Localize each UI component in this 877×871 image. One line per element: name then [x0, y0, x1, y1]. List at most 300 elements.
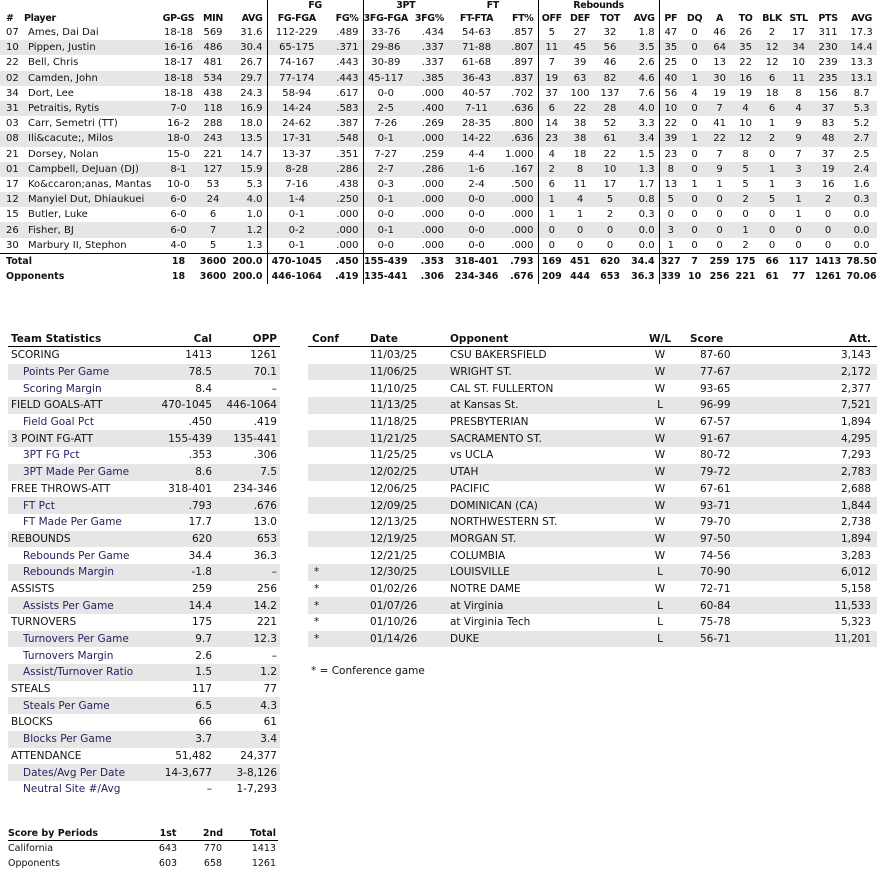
opponent: NOTRE DAME — [450, 582, 521, 595]
stat-cell: 9 — [795, 118, 802, 130]
stat-cell: 2-5 — [363, 101, 408, 116]
score: 77-67 — [690, 364, 770, 381]
team-stat-row — [8, 447, 280, 464]
stat-cell: .443 — [336, 57, 359, 69]
stat-cell: 1 — [682, 131, 707, 146]
win-loss: W — [630, 531, 690, 548]
stat-cell: 1.7 — [638, 178, 655, 190]
score: 87-60 — [700, 349, 731, 362]
team-stat-row — [8, 380, 280, 397]
attendance: 2,172 — [770, 364, 877, 381]
team-stat-row — [8, 781, 280, 798]
stat-cell: 118 — [198, 101, 228, 116]
stat-cell: 653 — [600, 271, 620, 283]
stat-cell: 0 — [742, 209, 749, 221]
player-name: Camden, John — [24, 71, 159, 86]
stat-cell: 23 — [659, 147, 682, 162]
player-name: Ko&ccaron;anas, Mantas — [28, 178, 152, 190]
stat-cell: 24-62 — [267, 116, 326, 131]
stat-cell: 18-0 — [159, 131, 198, 146]
stat-cell: 25 — [659, 55, 682, 70]
stat-cell: 0 — [682, 222, 707, 237]
stat-cell: 0 — [716, 209, 723, 221]
stat-cell: 03 — [6, 118, 19, 130]
stat-cell: .000 — [408, 192, 448, 207]
column-header: FT-FTA — [459, 12, 494, 24]
stat-cell: 0 — [538, 238, 565, 254]
stat-cell: 19 — [538, 71, 565, 86]
player-name: Marbury II, Stephon — [28, 239, 127, 251]
periods-header: Score by Periods — [8, 826, 143, 841]
game-date: 12/06/25 — [370, 482, 418, 495]
stat-cell: 288 — [203, 118, 223, 130]
game-row — [308, 581, 877, 598]
conf-marker — [308, 531, 370, 548]
stat-cell: 77-174 — [267, 71, 326, 86]
stat-cell: .489 — [336, 27, 359, 39]
opponent: CAL ST. FULLERTON — [450, 382, 554, 395]
stat-cell: 1 — [768, 178, 776, 190]
periods-row — [8, 841, 278, 857]
stat-cell: 47 — [659, 25, 682, 40]
stat-cell: 63 — [565, 71, 595, 86]
win-loss: L — [630, 631, 690, 648]
stat-cell: 200.0 — [228, 253, 267, 269]
stat-label: 3PT FG Pct — [23, 449, 80, 462]
opp-value: – — [271, 649, 277, 662]
team-name: California — [8, 843, 54, 854]
stat-cell: 12 — [765, 57, 779, 69]
stat-cell: .400 — [408, 101, 448, 116]
cal-value: .793 — [144, 497, 212, 514]
column-header: Player — [24, 12, 56, 24]
game-row — [308, 380, 877, 397]
stat-cell: 18-17 — [163, 57, 194, 69]
player-name: Manyiel Dut, Dhiaukuei — [24, 192, 159, 207]
column-header: DEF — [570, 12, 591, 24]
stat-cell: 13.3 — [850, 57, 873, 69]
stat-cell: 22 — [6, 57, 19, 69]
stat-cell: 5.3 — [246, 178, 263, 190]
win-loss: W — [654, 516, 666, 529]
stat-cell: 2 — [606, 209, 614, 221]
stat-cell: .000 — [505, 192, 538, 207]
stat-cell: .617 — [336, 87, 359, 99]
period-score: 643 — [158, 843, 178, 854]
stat-cell: 46 — [713, 27, 726, 39]
attendance: 11,533 — [770, 597, 877, 614]
stat-label: FT Pct — [8, 497, 144, 514]
schedule-header-opponent: Opponent — [450, 331, 630, 347]
stat-cell: 4 — [565, 192, 595, 207]
period-score: 770 — [203, 843, 223, 854]
stat-cell: 4 — [691, 87, 698, 99]
stat-label: ASSISTS — [11, 582, 55, 595]
attendance: 2,783 — [770, 464, 877, 481]
stat-cell: 12 — [0, 192, 24, 207]
stat-cell: .500 — [511, 178, 534, 190]
stat-cell: 7 — [538, 55, 565, 70]
stat-cell: 17 — [6, 178, 19, 190]
stat-cell: 0 — [768, 239, 776, 251]
stat-cell: 41 — [713, 118, 726, 130]
stat-cell: 5 — [595, 192, 625, 207]
stat-cell: 1.0 — [246, 209, 263, 221]
stat-cell: 10-0 — [167, 178, 190, 190]
win-loss: W — [630, 364, 690, 381]
stat-cell: 66 — [759, 253, 785, 269]
stat-cell: .419 — [335, 271, 359, 283]
stat-cell: .837 — [505, 71, 538, 86]
column-header: 3FG-FGA — [363, 12, 408, 24]
stat-cell: 8.7 — [853, 87, 870, 99]
stat-cell: 0-1 — [363, 131, 408, 146]
stat-cell: .167 — [505, 162, 538, 177]
stat-cell: .269 — [421, 118, 445, 130]
column-header-row — [0, 11, 877, 25]
player-row — [0, 86, 877, 101]
team-stat-row — [8, 614, 280, 631]
stat-cell: 74-167 — [267, 55, 326, 70]
game-row — [308, 397, 877, 414]
attendance: 1,844 — [770, 497, 877, 514]
score: 70-90 — [690, 564, 770, 581]
cal-value: 14.4 — [144, 597, 212, 614]
conf-marker: * — [314, 616, 320, 629]
stat-label: Turnovers Per Game — [8, 631, 144, 648]
stat-cell: 5 — [742, 178, 749, 190]
game-date: 12/13/25 — [370, 516, 418, 529]
win-loss: W — [630, 430, 690, 447]
stat-cell: .000 — [326, 222, 363, 237]
stat-cell: 0.0 — [844, 222, 877, 237]
stat-cell: 0-1 — [267, 238, 326, 254]
player-row — [0, 177, 877, 192]
stat-cell: 35 — [659, 40, 682, 55]
opponent: PACIFIC — [450, 482, 490, 495]
stat-cell: 7.6 — [638, 87, 655, 99]
stat-cell: 26.7 — [240, 57, 263, 69]
stat-cell: 0 — [691, 27, 698, 39]
conference-footnote: * = Conference game — [311, 665, 425, 677]
stat-cell: 82 — [595, 71, 625, 86]
stat-cell: 169 — [538, 253, 565, 269]
stat-cell: .857 — [511, 27, 534, 39]
stat-cell: 0-1 — [267, 207, 326, 222]
stat-cell: 83 — [821, 118, 835, 130]
opp-value: 12.3 — [212, 631, 280, 648]
stat-label: Neutral Site #/Avg — [23, 783, 121, 796]
stat-label: Field Goal Pct — [23, 416, 95, 429]
column-header: FG-FGA — [267, 11, 326, 25]
game-date: 12/30/25 — [370, 564, 450, 581]
stat-label: Blocks Per Game — [8, 731, 144, 748]
stat-cell: .351 — [336, 148, 359, 160]
column-header: PTS — [818, 12, 838, 24]
stat-cell: 17 — [792, 27, 805, 39]
stat-cell: 28 — [595, 101, 625, 116]
stat-cell: 33-76 — [363, 25, 408, 40]
cal-value: 8.4 — [195, 382, 212, 395]
player-name: Campbell, DeJuan (DJ) — [24, 162, 159, 177]
team-stat-row — [8, 364, 280, 381]
period-score: 658 — [203, 858, 223, 869]
stat-cell: 112-229 — [267, 25, 326, 40]
stat-cell: 127 — [198, 162, 228, 177]
stat-cell: 0-0 — [363, 238, 408, 254]
stat-cell: 13.1 — [844, 71, 877, 86]
player-name: Fisher, BJ — [24, 222, 159, 237]
stat-cell: .000 — [505, 222, 538, 237]
opponent: DOMINICAN (CA) — [450, 497, 630, 514]
stat-cell: 0 — [768, 209, 776, 221]
opponent: MORGAN ST. — [450, 531, 630, 548]
game-row — [308, 464, 877, 481]
attendance: 1,894 — [770, 531, 877, 548]
group-header-fg: FG — [267, 0, 363, 11]
stat-cell: 0.0 — [853, 209, 870, 221]
game-date: 01/07/26 — [370, 597, 450, 614]
team-stats-header-label: Team Statistics — [8, 331, 144, 347]
stat-cell: 3.5 — [625, 40, 659, 55]
periods-header: 2nd — [193, 826, 233, 841]
stat-cell: 2 — [759, 131, 785, 146]
opp-value: 7.5 — [212, 464, 280, 481]
stat-cell: 17 — [603, 178, 617, 190]
player-name: Butler, Luke — [28, 209, 88, 221]
stat-cell: 4-0 — [170, 239, 187, 251]
stat-cell: 28-35 — [462, 118, 492, 130]
cal-value: 51,482 — [175, 749, 212, 762]
cal-value: 117 — [191, 683, 212, 696]
stat-label: Dates/Avg Per Date — [8, 764, 144, 781]
stat-cell: 1 — [691, 178, 698, 190]
stat-cell: 19 — [812, 162, 844, 177]
stat-cell: 34 — [6, 87, 19, 99]
stat-cell: 1 — [659, 238, 682, 254]
stat-cell: 1.000 — [505, 148, 534, 160]
stat-cell: 311 — [818, 27, 838, 39]
stat-cell: .548 — [326, 131, 363, 146]
stat-cell: 2 — [742, 239, 749, 251]
stat-cell: 12 — [759, 40, 785, 55]
attendance: 7,293 — [840, 449, 871, 462]
player-row — [0, 25, 877, 40]
stat-cell: .434 — [421, 27, 445, 39]
stat-cell: 16 — [821, 178, 835, 190]
stat-cell: 2.5 — [853, 148, 870, 160]
stat-cell: 0 — [659, 207, 682, 222]
stat-cell: 0-0 — [363, 86, 408, 101]
stat-label: Scoring Margin — [23, 382, 102, 395]
opp-value: – — [212, 564, 280, 581]
column-header: MIN — [202, 12, 224, 24]
game-date: 11/18/25 — [370, 416, 418, 429]
attendance: 4,295 — [770, 430, 877, 447]
stat-cell: 18 — [171, 271, 186, 283]
stat-cell: 22 — [603, 148, 617, 160]
stat-cell: .443 — [326, 71, 363, 86]
stat-cell: 7-27 — [363, 147, 408, 162]
stat-cell: 446-1064 — [267, 269, 326, 284]
stat-cell: 5 — [538, 25, 565, 40]
stat-cell: 3600 — [199, 271, 227, 283]
stat-cell: 230 — [812, 40, 844, 55]
stat-cell: .000 — [421, 87, 445, 99]
stat-label: Points Per Game — [8, 364, 144, 381]
stat-label: Steals Per Game — [8, 697, 144, 714]
stat-cell: 10 — [792, 57, 805, 69]
stat-cell: 0.3 — [844, 192, 877, 207]
period-score: 1261 — [251, 858, 276, 869]
stat-label: REBOUNDS — [8, 531, 144, 548]
stat-cell: 70.06 — [846, 271, 877, 283]
stat-cell: 8 — [795, 87, 802, 99]
stat-cell: 6-0 — [170, 209, 187, 221]
conf-marker — [308, 380, 370, 397]
column-header: TO — [738, 12, 753, 24]
periods-header: Total — [233, 826, 278, 841]
column-header: FT% — [511, 12, 534, 24]
game-date: 01/14/26 — [370, 631, 450, 648]
stat-cell: 24 — [198, 192, 228, 207]
stat-cell: 16.9 — [228, 101, 267, 116]
column-header: # — [6, 12, 14, 24]
stat-cell: 6 — [759, 71, 785, 86]
stat-cell: .793 — [505, 253, 538, 269]
stat-cell: 64 — [707, 40, 732, 55]
player-row — [0, 101, 877, 116]
stat-cell: 34 — [785, 40, 812, 55]
opp-value: 61 — [263, 716, 277, 729]
stat-cell: 18-18 — [163, 87, 194, 99]
stat-cell: .000 — [336, 239, 359, 251]
stat-cell: 45-117 — [363, 71, 408, 86]
stat-cell: 234-346 — [454, 271, 499, 283]
opponent: PRESBYTERIAN — [450, 416, 529, 429]
stat-cell: 1413 — [812, 253, 844, 269]
stat-cell: 0 — [768, 148, 776, 160]
win-loss: L — [630, 397, 690, 414]
opponent: WRIGHT ST. — [450, 364, 630, 381]
column-header: AVG — [633, 12, 655, 24]
game-date: 11/25/25 — [370, 449, 418, 462]
stat-cell: 3 — [785, 162, 812, 177]
column-header: PF — [659, 11, 682, 25]
conf-marker — [308, 347, 370, 364]
stat-cell: 18 — [159, 253, 198, 269]
stat-cell: .337 — [408, 40, 448, 55]
period-score: 603 — [158, 858, 178, 869]
stat-cell: 0 — [691, 209, 698, 221]
attendance: 2,688 — [840, 482, 871, 495]
period-score: 1413 — [251, 843, 276, 854]
stat-cell: 0-0 — [468, 209, 485, 221]
attendance: 2,738 — [840, 516, 871, 529]
stat-cell: 6 — [759, 101, 785, 116]
game-row — [308, 497, 877, 514]
stat-cell: 0 — [795, 239, 802, 251]
opp-value: 1.2 — [212, 664, 280, 681]
stat-cell: 17-31 — [267, 131, 326, 146]
opp-value: 4.3 — [212, 697, 280, 714]
stat-cell: 4 — [538, 147, 565, 162]
stat-cell: 0.0 — [853, 239, 870, 251]
stat-label: Assist/Turnover Ratio — [8, 664, 144, 681]
column-header: FG% — [335, 12, 359, 24]
stat-cell: .000 — [336, 209, 359, 221]
game-row — [308, 430, 877, 447]
team-stats-header-opp: OPP — [212, 331, 280, 347]
stat-cell: 135-441 — [363, 269, 408, 284]
stat-cell: 0-0 — [448, 192, 505, 207]
stat-cell: 56 — [659, 86, 682, 101]
opponent: LOUISVILLE — [450, 564, 630, 581]
stat-cell: 10 — [739, 118, 752, 130]
player-row — [0, 207, 877, 222]
stat-cell: 8 — [742, 148, 749, 160]
stat-cell: 3 — [795, 178, 802, 190]
game-date: 11/06/25 — [370, 364, 450, 381]
conf-marker — [308, 547, 370, 564]
stat-cell: Opponents — [6, 271, 65, 283]
player-row — [0, 222, 877, 237]
column-header: TOT — [599, 12, 621, 24]
stat-cell: 0 — [565, 222, 595, 237]
stat-cell: 100 — [570, 87, 590, 99]
stat-cell: 0.3 — [638, 209, 655, 221]
score: 97-50 — [690, 531, 770, 548]
cal-value: 175 — [191, 616, 212, 629]
team-statistics-table — [8, 331, 280, 798]
game-date: 12/02/25 — [370, 464, 450, 481]
stat-cell: 11 — [538, 40, 565, 55]
score-by-periods-table — [8, 826, 278, 871]
cal-value: – — [206, 783, 212, 796]
stat-cell: .000 — [421, 239, 445, 251]
win-loss: W — [654, 416, 666, 429]
stat-cell: 18-18 — [159, 71, 198, 86]
schedule-table — [308, 331, 877, 647]
win-loss: W — [654, 349, 666, 362]
player-name: Ili&cacute;, Milos — [24, 131, 159, 146]
stat-cell: 1 — [785, 192, 812, 207]
team-stat-row — [8, 397, 280, 414]
cal-value: 259 — [191, 582, 212, 595]
group-header-3pt: 3PT — [363, 0, 448, 11]
stat-label: SCORING — [11, 349, 60, 362]
stat-cell: 14-24 — [267, 101, 326, 116]
stat-cell: 19 — [713, 87, 726, 99]
player-row — [0, 71, 877, 86]
stat-label: FIELD GOALS-ATT — [8, 397, 144, 414]
game-date: 11/13/25 — [370, 397, 450, 414]
stat-cell: 24.3 — [240, 87, 263, 99]
game-row — [308, 547, 877, 564]
stat-cell: 65-175 — [267, 40, 326, 55]
score: 79-72 — [690, 464, 770, 481]
stat-cell: 26 — [739, 27, 752, 39]
stat-cell: 52 — [603, 118, 617, 130]
stat-cell: 30.4 — [228, 40, 267, 55]
opponent: SACRAMENTO ST. — [450, 430, 630, 447]
stat-label: Turnovers Margin — [23, 649, 114, 662]
stat-cell: 0-1 — [363, 222, 408, 237]
stat-cell: 8-28 — [267, 162, 326, 177]
opp-value: 24,377 — [240, 749, 277, 762]
stat-cell: 4 — [732, 101, 759, 116]
team-stats-header-row — [8, 331, 280, 347]
